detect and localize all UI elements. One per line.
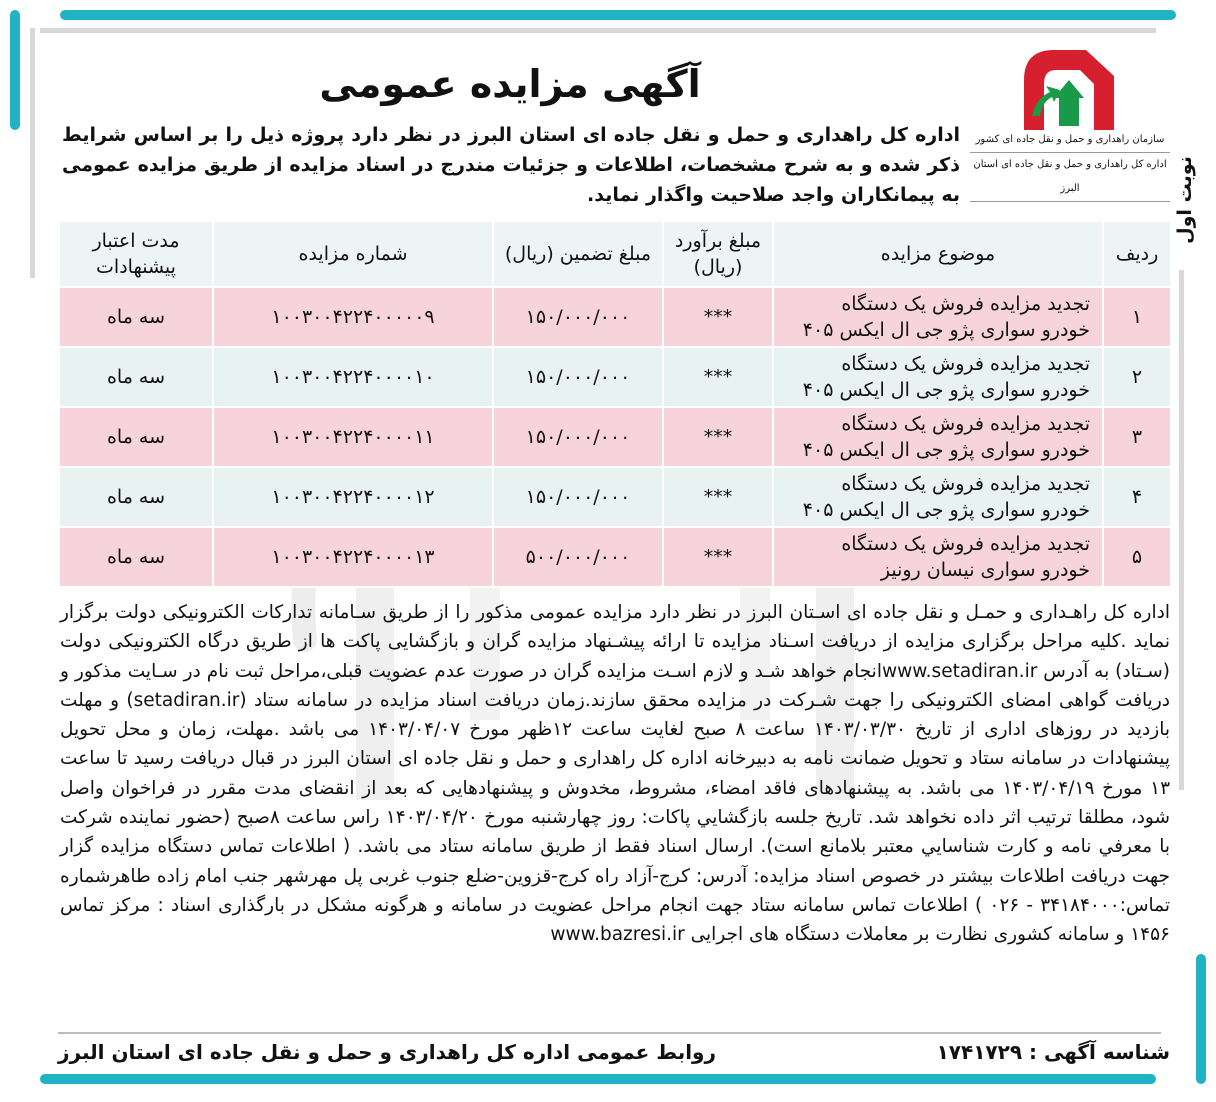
cell-guarantee: ۱۵۰/۰۰۰/۰۰۰ [493, 287, 663, 347]
ad-identifier: شناسه آگهی : ۱۷۴۱۷۲۹ [936, 1040, 1170, 1064]
cell-auction-number: ۱۰۰۳۰۰۴۲۲۴۰۰۰۰۱۲ [213, 467, 493, 527]
cell-subject-line1: تجدید مزایده فروش یک دستگاه [841, 293, 1090, 315]
cell-row-number: ۵ [1103, 527, 1171, 587]
cell-validity: سه ماه [59, 347, 213, 407]
cell-validity: سه ماه [59, 467, 213, 527]
intro-paragraph: اداره کل راهداری و حمل و نقل جاده ای استان البرز در نظر دارد پروژه ذیل را بر اساس شرایط ذکر شده و به شرح مشخصات، اطلاعات و جزئیات مندرج در اسناد مزایده از طریق مزایده عمومی به پیمانکاران واجد صلاحیت واگذار نماید. [62, 124, 960, 206]
header-row-number: ردیف [1103, 221, 1171, 287]
cell-subject-line1: تجدید مزایده فروش یک دستگاه [841, 413, 1090, 435]
cell-subject-line2: خودرو سواری پژو جی ال ایکس ۴۰۵ [802, 439, 1090, 461]
cell-subject [773, 527, 1103, 587]
cell-subject [773, 287, 1103, 347]
cell-validity: سه ماه [59, 407, 213, 467]
inner-top-rule [40, 28, 1156, 33]
cell-subject-line1: تجدید مزایده فروش یک دستگاه [841, 533, 1090, 555]
cell-auction-number: ۱۰۰۳۰۰۴۲۲۴۰۰۰۰۱۳ [213, 527, 493, 587]
auction-table [58, 220, 1172, 588]
cell-estimate: *** [663, 467, 773, 527]
publication-round-tag [1168, 135, 1202, 265]
footer [58, 1040, 1170, 1064]
right-frame-bar [1196, 954, 1206, 1084]
table-row [59, 287, 1171, 347]
publication-round-label: نوبت اول [1174, 156, 1196, 244]
header-subject: موضوع مزایده [773, 221, 1103, 287]
inner-left-rule [30, 28, 35, 278]
cell-guarantee: ۱۵۰/۰۰۰/۰۰۰ [493, 407, 663, 467]
cell-estimate: *** [663, 407, 773, 467]
cell-validity: سه ماه [59, 287, 213, 347]
header-validity: مدت اعتبار پیشنهادات [59, 221, 213, 287]
page-title: آگهی مزایده عمومی [319, 62, 701, 106]
terms-paragraph: اداره کل راهـداری و حمـل و نقل جاده ای اسـتان البرز در نظر دارد مزایده عمومی مذکور را از طریق سـامانه تدارکات الکترونیکی دولت برگزار نماید .کلیه مراحل برگزاری مزایده از دریافت اسـناد مزایده تا ارائه پیشـنهاد مزایده گران و بازگشایی پاکت ها از طریق درگاه الکترونیکی دولت (سـتاد) به آدرس www.setadiran.irانجام خواهد شـد و لازم اسـت مزایده گران در صورت عدم عضویت قبلی،مراحل ثبت نام در سـایت مذکور و دریافت گواهی امضای الکترونیکی را جهت شـرکت در مزایده محقق سازند.زمان دریافت اسناد مزایده در سامانه ستاد (setadiran.ir) و مهلت بازدید در روزهای اداری از تاریخ ۱۴۰۳/۰۳/۳۰ ساعت ۸ صبح لغایت ساعت ۱۲ظهر مورخ ۱۴۰۳/۰۴/۰۷ می باشد .مهلت، زمان و محل تحویل پیشنهادات در سامانه ستاد و تحویل ضمانت نامه به دبیرخانه اداره کل راهداری و حمل و نقل جاده ای استان البرز در قبال دریافت رسید تا ساعت ۱۳ مورخ ۱۴۰۳/۰۴/۱۹ می باشد. به پیشنهادهای فاقد امضاء، مشروط، مخدوش و پیشنهادهایی که بعد از انقضای مدت مقرر در فراخوان واصل شود، مطلقا ترتیب اثر داده نخواهد شد. تاریخ جلسه بازگشايي پاكات: روز چهارشنبه مورخ ۱۴۰۳/۰۴/۲۰ راس ساعت ۸صبح (حضور نماينده شركت با معرفي نامه و كارت شناسايي معتبر بلامانع است). ارسال اسناد فقط از طریق سامانه ستاد می باشد. ( اطلاعات تماس دستگاه مزایده گزار جهت دریافت اطلاعات بیشتر در خصوص اسناد مزایده: آدرس: کرج-آزاد راه کرج-قزوین-ضلع جنوب غربی پل مهرشهر جنب امام زاده طاهرشماره تماس:۳۴۱۸۴۰۰۰ - ۰۲۶ ) اطلاعات تماس سامانه ستاد جهت انجام مراحل عضویت در سامانه و هرگونه مشکل در بارگذاری اسناد : مرکز تماس ۱۴۵۶ و سامانه کشوری نظارت بر معاملات دستگاه های اجرایی www.bazresi.ir [60, 602, 1171, 946]
left-frame-bar [10, 10, 20, 130]
table-row [59, 407, 1171, 467]
table-header-row [59, 221, 1171, 287]
header-auction-number: شماره مزایده [213, 221, 493, 287]
inner-right-rule [1179, 270, 1184, 790]
cell-guarantee: ۱۵۰/۰۰۰/۰۰۰ [493, 467, 663, 527]
cell-guarantee: ۵۰۰/۰۰۰/۰۰۰ [493, 527, 663, 587]
table-row [59, 467, 1171, 527]
cell-subject-line2: خودرو سواری نیسان رونیز [880, 559, 1090, 581]
header-guarantee: مبلغ تضمین (ریال) [493, 221, 663, 287]
cell-auction-number: ۱۰۰۳۰۰۴۲۲۴۰۰۰۰۱۱ [213, 407, 493, 467]
cell-estimate: *** [663, 527, 773, 587]
footer-divider [58, 1032, 1161, 1034]
cell-estimate: *** [663, 347, 773, 407]
cell-row-number: ۳ [1103, 407, 1171, 467]
cell-subject [773, 407, 1103, 467]
cell-auction-number: ۱۰۰۳۰۰۴۲۲۴۰۰۰۰۱۰ [213, 347, 493, 407]
organization-caption-line1: سازمان راهداری و حمل و نقل جاده ای کشور [970, 128, 1170, 153]
publisher-credit: روابط عمومی اداره کل راهداری و حمل و نقل جاده ای استان البرز [58, 1040, 716, 1064]
table-row [59, 347, 1171, 407]
cell-row-number: ۲ [1103, 347, 1171, 407]
cell-guarantee: ۱۵۰/۰۰۰/۰۰۰ [493, 347, 663, 407]
cell-subject [773, 347, 1103, 407]
top-frame-bar [60, 10, 1176, 20]
organization-caption-line2: اداره کل راهداری و حمل و نقل جاده ای استان البرز [970, 153, 1170, 202]
cell-row-number: ۴ [1103, 467, 1171, 527]
road-transport-logo [1014, 42, 1124, 137]
cell-subject-line2: خودرو سواری پژو جی ال ایکس ۴۰۵ [802, 319, 1090, 341]
cell-validity: سه ماه [59, 527, 213, 587]
organization-caption [970, 128, 1170, 202]
cell-auction-number: ۱۰۰۳۰۰۴۲۲۴۰۰۰۰۰۹ [213, 287, 493, 347]
cell-subject-line1: تجدید مزایده فروش یک دستگاه [841, 473, 1090, 495]
bottom-frame-bar [40, 1074, 1156, 1084]
cell-subject-line2: خودرو سواری پژو جی ال ایکس ۴۰۵ [802, 499, 1090, 521]
header-estimate: مبلغ برآورد (ریال) [663, 221, 773, 287]
table-row [59, 527, 1171, 587]
cell-subject-line1: تجدید مزایده فروش یک دستگاه [841, 353, 1090, 375]
cell-subject-line2: خودرو سواری پژو جی ال ایکس ۴۰۵ [802, 379, 1090, 401]
cell-estimate: *** [663, 287, 773, 347]
cell-subject [773, 467, 1103, 527]
cell-row-number: ۱ [1103, 287, 1171, 347]
